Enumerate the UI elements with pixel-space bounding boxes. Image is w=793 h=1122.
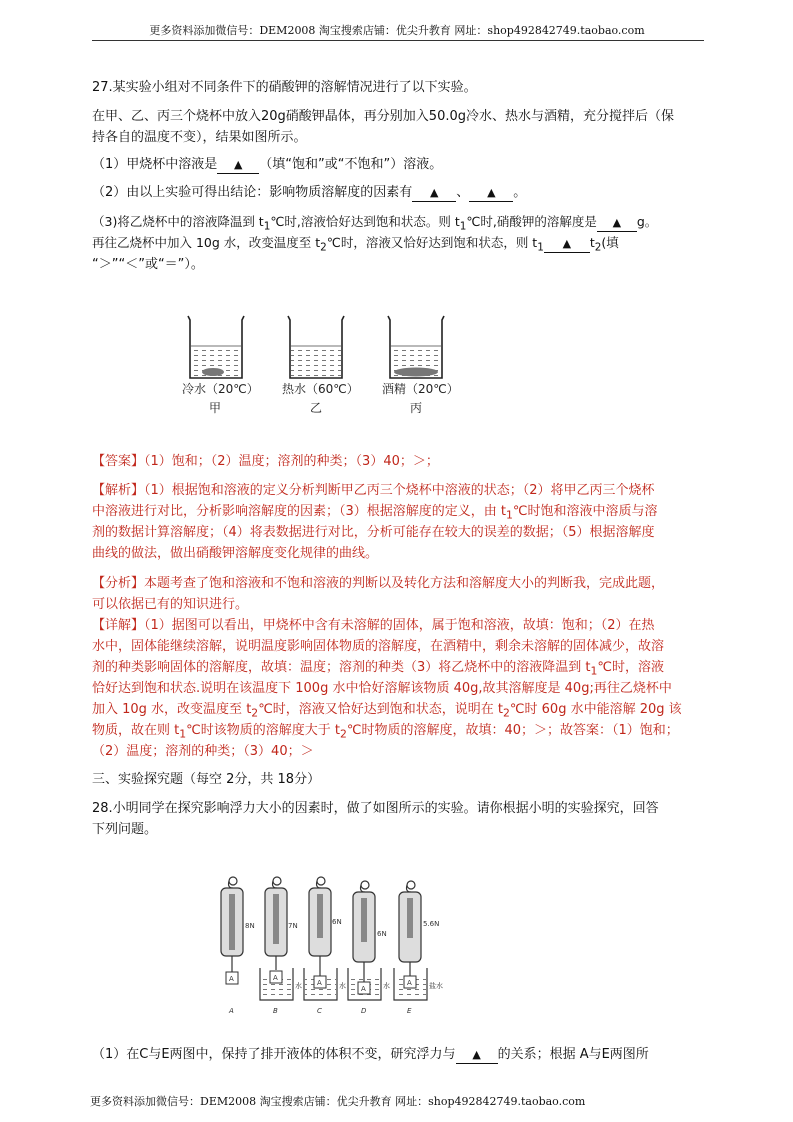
- q27-blank-2: [412, 185, 456, 202]
- q27-s3-f: ℃时，溶液又恰好达到饱和状态，则 t: [326, 235, 538, 250]
- scale-b-liquid: 水: [295, 982, 302, 990]
- beaker-cold-water: [188, 316, 244, 378]
- beaker-2-name: 乙: [310, 401, 323, 415]
- detail-text-5c: ℃时 60g 水中能溶解 20g 该: [509, 702, 682, 717]
- subscript: 1: [537, 241, 544, 254]
- block-label: A: [317, 979, 322, 987]
- beaker-2-label: 热水（60℃）: [282, 382, 359, 396]
- q28-s1-text-a: （1）在C与E两图中，保持了排开液体的体积不变，研究浮力与: [92, 1047, 456, 1062]
- spring-scale-c: [304, 877, 346, 1015]
- q27-s1-text-b: （填“饱和”或“不饱和”）溶液。: [259, 157, 443, 172]
- subscript: 1: [459, 220, 467, 233]
- answer-tag: 【答案】: [92, 454, 145, 469]
- block-label: A: [407, 979, 412, 987]
- undissolved-solid: [202, 368, 224, 376]
- scale-a-reading: 8N: [245, 922, 255, 930]
- answer-mark: ▲: [430, 186, 439, 199]
- fenxi-line-2: 可以依据已有的知识进行。: [92, 597, 249, 612]
- detail-line-4: 恰好达到饱和状态.说明在该温度下 100g 水中恰好溶解该物质 40g,故其溶解度是 40g;再往乙烧杯中: [92, 681, 672, 696]
- analysis-tag: 【解析】: [92, 483, 145, 498]
- q27-title: 27.某实验小组对不同条件下的硝酸钾的溶解情况进行了以下实验。: [92, 80, 477, 95]
- detail-line-1: [92, 615, 704, 636]
- answer-block: [92, 451, 704, 472]
- answer-mark: ▲: [562, 237, 572, 250]
- subscript: 1: [179, 727, 187, 741]
- subscript: 2: [251, 706, 259, 720]
- subscript: 1: [263, 220, 271, 233]
- beaker-1-name: 甲: [209, 401, 222, 415]
- beaker-3-name: 丙: [410, 401, 423, 415]
- subscript: 2: [339, 727, 347, 741]
- answer-mark: ▲: [472, 1048, 481, 1061]
- spring-scale-b: [260, 877, 302, 1015]
- analysis-text-1: （1）根据饱和溶液的定义分析判断甲乙丙三个烧杯中溶液的状态；（2）将甲乙丙三个烧杯: [144, 483, 655, 498]
- analysis-text-2: 中溶液进行对比，分析影响溶解度的因素；（3）根据溶解度的定义，由 t: [92, 504, 507, 519]
- analysis-line-1: [92, 480, 704, 501]
- q27-s3-d: g。: [636, 214, 658, 229]
- beakers-figure: [170, 308, 460, 420]
- q27-sub-3-line-3: “＞”“＜”或“＝”）。: [92, 257, 204, 272]
- analysis-line-4: 曲线的做法，做出硝酸钾溶解度变化规律的曲线。: [92, 546, 379, 561]
- scale-d-letter: D: [361, 1007, 367, 1015]
- q27-blank-5: [544, 235, 590, 253]
- detail-text-5b: ℃时，溶液又恰好达到饱和状态，说明在 t: [258, 702, 504, 717]
- answer-text: （1）饱和；（2）温度；溶剂的种类；（3）40；＞；: [144, 454, 439, 469]
- q27-s3-h: (填: [601, 235, 619, 250]
- scale-b-letter: B: [273, 1007, 278, 1015]
- page-footer: 更多资料添加微信号：DEM2008 淘宝搜索店铺：优尖升教育 网址：shop492842749.taobao.com: [90, 1095, 586, 1108]
- q27-blank-4: [597, 214, 637, 232]
- q28-line-1: 28.小明同学在探究影响浮力大小的因素时，做了如图所示的实验。请你根据小明的实验探究，回答: [92, 801, 659, 816]
- subscript: 1: [506, 508, 513, 522]
- detail-line-7: （2）温度；溶剂的种类；（3）40；＞: [92, 744, 314, 759]
- q27-blank-1: [217, 157, 259, 174]
- fenxi-tag: 【分析】: [92, 576, 145, 591]
- page-header: 更多资料添加微信号：DEM2008 淘宝搜索店铺：优尖升教育 网址：shop492842749.taobao.com: [149, 24, 645, 37]
- q27-s2-text-a: （2）由以上实验可得出结论：影响物质溶解度的因素有: [92, 185, 413, 200]
- fenxi-text-1: 本题考查了饱和溶液和不饱和溶液的判断以及转化方法和溶解度大小的判断我，完成此题，: [144, 576, 665, 591]
- q27-s3-b: ℃时,溶液恰好达到饱和状态。则 t: [270, 214, 460, 229]
- q27-s3-e: 再往乙烧杯中加入 10g 水，改变温度至 t: [92, 235, 321, 250]
- q27-sub-2: [92, 182, 704, 203]
- scale-a-letter: A: [229, 1007, 234, 1015]
- answer-mark: ▲: [487, 186, 496, 199]
- q27-s2-sep: 、: [456, 185, 470, 200]
- q27-s3-a: （3)将乙烧杯中的溶液降温到 t: [92, 214, 264, 229]
- header-rule: [92, 40, 704, 41]
- scale-c-letter: C: [317, 1007, 322, 1015]
- beaker-hot-water: [288, 316, 344, 378]
- beaker-3-label: 酒精（20℃）: [382, 382, 459, 396]
- q27-intro-2: 持各自的温度不变），结果如图所示。: [92, 130, 307, 145]
- spring-scale-a: [221, 877, 255, 1015]
- scale-e-liquid: 盐水: [429, 982, 443, 990]
- scale-d-liquid: 水: [383, 982, 390, 990]
- fenxi-line-1: [92, 573, 704, 594]
- spring-scale-figure: [215, 872, 475, 1020]
- q28-sub-1: [92, 1044, 704, 1065]
- subscript: 2: [503, 706, 510, 720]
- q27-s3-g: t: [589, 235, 595, 250]
- q27-s3-c: ℃时,硝酸钾的溶解度是: [466, 214, 597, 229]
- q28-blank-1: [456, 1047, 498, 1064]
- block-label: A: [361, 985, 366, 993]
- detail-tag: 【详解】: [92, 618, 145, 633]
- undissolved-solid: [394, 368, 438, 377]
- scale-b-reading: 7N: [288, 922, 298, 930]
- detail-text-3: 剂的种类影响固体的溶解度，故填：温度；溶剂的种类（3）将乙烧杯中的溶液降温到 t: [92, 660, 591, 675]
- spring-scale-e: [394, 881, 443, 1015]
- q27-blank-3: [469, 185, 513, 202]
- q27-intro-1: 在甲、乙、丙三个烧杯中放入20g硝酸钾晶体，再分别加入50.0g冷水、热水与酒精，充分搅拌后（保: [92, 109, 674, 124]
- detail-text-6: 物质，故在则 t: [92, 723, 180, 738]
- subscript: 1: [590, 664, 598, 678]
- q27-sub-1: [92, 154, 704, 175]
- block-label: A: [273, 974, 278, 982]
- q28-s1-text-b: 的关系；根据 A与E两图所: [497, 1047, 649, 1062]
- spring-scale-d: [348, 881, 390, 1015]
- scale-d-reading: 6N: [377, 930, 387, 938]
- section-3-title: 三、实验探究题（每空 2分，共 18分）: [92, 772, 321, 787]
- q28-line-2: 下列问题。: [92, 822, 158, 837]
- subscript: 2: [594, 241, 602, 254]
- detail-text-5: 加入 10g 水，改变温度至 t: [92, 702, 252, 717]
- q27-s2-end: 。: [513, 185, 527, 200]
- analysis-line-3: 剂的数据计算溶解度；（4）将表数据进行对比，分析可能存在较大的误差的数据；（5）根据溶解度: [92, 525, 655, 540]
- subscript: 2: [320, 241, 327, 254]
- scale-e-letter: E: [407, 1007, 412, 1015]
- beaker-alcohol: [388, 316, 444, 378]
- detail-text-3b: ℃时，溶液: [597, 660, 665, 675]
- q27-s1-text-a: （1）甲烧杯中溶液是: [92, 157, 218, 172]
- detail-text-6b: ℃时该物质的溶解度大于 t: [186, 723, 340, 738]
- detail-text-1: （1）据图可以看出，甲烧杯中含有未溶解的固体，属于饱和溶液，故填：饱和；（2）在热: [144, 618, 655, 633]
- block-label: A: [229, 975, 234, 983]
- analysis-text-2b: ℃时饱和溶液中溶质与溶: [512, 504, 658, 519]
- scale-c-liquid: 水: [339, 982, 346, 990]
- detail-text-6c: ℃时物质的溶解度，故填：40；＞；故答案：（1）饱和；: [346, 723, 679, 738]
- scale-c-reading: 6N: [332, 918, 342, 926]
- answer-mark: ▲: [612, 216, 622, 229]
- detail-line-2: 水中，固体能继续溶解，说明温度影响固体物质的溶解度，在酒精中，剩余未溶解的固体减少，故溶: [92, 639, 665, 654]
- answer-mark: ▲: [234, 158, 243, 171]
- beaker-1-label: 冷水（20℃）: [182, 382, 259, 396]
- scale-e-reading: 5.6N: [423, 920, 440, 928]
